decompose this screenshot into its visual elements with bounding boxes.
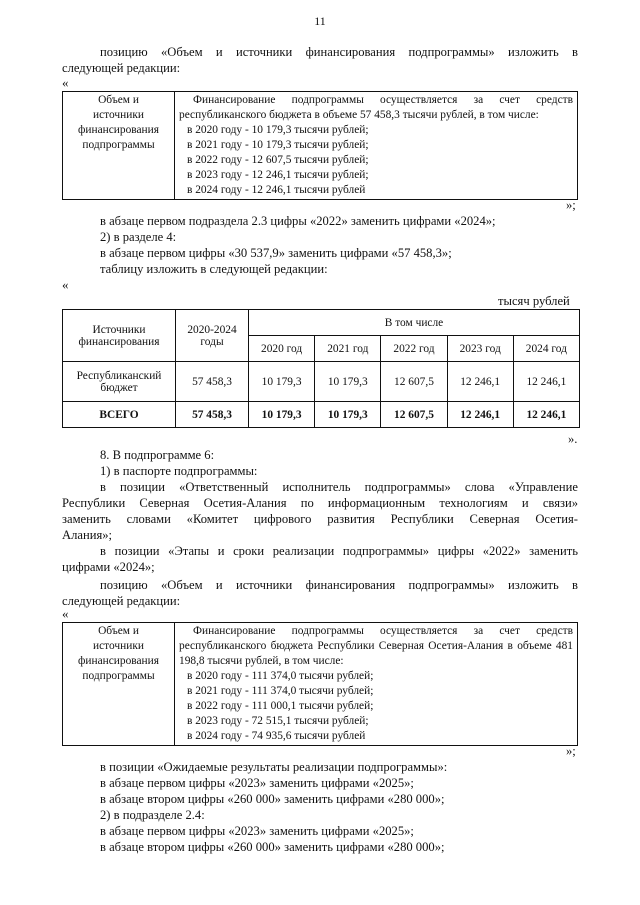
section-heading: 8. В подпрограмме 6: bbox=[100, 448, 215, 462]
row-total: 57 458,3 bbox=[176, 362, 249, 402]
intro-line-2: следующей редакции: bbox=[62, 61, 181, 75]
paragraph-line: цифрами «2024»; bbox=[62, 560, 155, 574]
table2-left-line: Объем и bbox=[98, 625, 139, 637]
table2-left-line: источники bbox=[93, 640, 144, 652]
header-sources: Источники финансирования bbox=[63, 310, 176, 362]
page-number: 11 bbox=[314, 14, 326, 28]
table1-left-line: Объем и bbox=[98, 94, 139, 106]
paragraph-line: в абзаце втором цифры «260 000» заменить цифрами «280 000»; bbox=[100, 840, 445, 854]
row-value: 12 607,5 bbox=[381, 402, 447, 428]
row-value: 10 179,3 bbox=[249, 402, 315, 428]
paragraph-line: в абзаце первом цифры «2023» заменить цифрами «2025»; bbox=[100, 776, 414, 790]
table2-left-cell bbox=[63, 623, 175, 746]
paragraph-line: в абзаце первом цифры «30 537,9» заменить цифрами «57 458,3»; bbox=[100, 246, 452, 260]
row-value: 10 179,3 bbox=[315, 402, 381, 428]
paragraph-line: следующей редакции: bbox=[62, 594, 181, 608]
paragraph-line: заменить словами «Комитет цифрового развития Республики Северная Осетия- bbox=[62, 512, 578, 526]
table1-left-cell bbox=[63, 92, 175, 200]
close-quote-1: »; bbox=[566, 198, 576, 212]
open-quote: « bbox=[62, 75, 69, 90]
close-quote-2: ». bbox=[568, 432, 578, 446]
header-year: 2021 год bbox=[315, 336, 381, 362]
open-quote-3: « bbox=[62, 606, 69, 621]
units-label: тысяч рублей bbox=[498, 294, 570, 308]
table1-year-line: в 2024 году - 12 246,1 тысячи рублей bbox=[187, 184, 366, 196]
header-year: 2023 год bbox=[447, 336, 513, 362]
financing-table-2 bbox=[62, 622, 578, 746]
table2-year-line: в 2020 году - 111 374,0 тысячи рублей; bbox=[187, 670, 374, 682]
close-quote-3: »; bbox=[566, 744, 576, 758]
table1-year-line: в 2022 году - 12 607,5 тысячи рублей; bbox=[187, 154, 369, 166]
row-value: 10 179,3 bbox=[315, 362, 381, 402]
table2-left-line: подпрограммы bbox=[82, 670, 155, 682]
paragraph-line: 2) в разделе 4: bbox=[100, 230, 177, 244]
header-total: 2020-2024 годы bbox=[176, 310, 249, 362]
table2-right-cell bbox=[175, 623, 578, 746]
paragraph-line: в абзаце первом цифры «2023» заменить цифрами «2025»; bbox=[100, 824, 414, 838]
table1-left-line: подпрограммы bbox=[82, 139, 155, 151]
table1-lead-text: Финансирование подпрограммы осуществляется за счет средств республиканского бюджета в объеме 57 458,3 тысячи рублей, в том числе: bbox=[179, 94, 573, 121]
row-value: 12 607,5 bbox=[381, 362, 447, 402]
paragraph-line: в позиции «Ответственный исполнитель подпрограммы» слова «Управление bbox=[100, 480, 578, 494]
intro-line-1: позицию «Объем и источники финансирования подпрограммы» изложить в bbox=[100, 45, 578, 59]
table1-right-cell bbox=[175, 92, 578, 200]
row-value: 12 246,1 bbox=[513, 362, 579, 402]
row-value: 12 246,1 bbox=[447, 362, 513, 402]
table1-left-line: финансирования bbox=[78, 124, 159, 136]
row-source-name: Республиканский бюджет bbox=[63, 362, 176, 402]
header-year: 2024 год bbox=[513, 336, 579, 362]
financing-sources-table bbox=[62, 309, 580, 428]
table2-lead-text: Финансирование подпрограммы осуществляется за счет средств республиканского бюджета Республики Северная Осетия-Алания в объеме 481 198,8 тысячи рублей, в том числе: bbox=[179, 625, 573, 667]
table1-year-line: в 2021 году - 10 179,3 тысячи рублей; bbox=[187, 139, 369, 151]
table2-year-line: в 2021 году - 111 374,0 тысячи рублей; bbox=[187, 685, 374, 697]
table2-year-line: в 2024 году - 74 935,6 тысячи рублей bbox=[187, 730, 366, 742]
paragraph-line: 1) в паспорте подпрограммы: bbox=[100, 464, 258, 478]
table2-year-line: в 2022 году - 111 000,1 тысячи рублей; bbox=[187, 700, 374, 712]
row-value: 10 179,3 bbox=[249, 362, 315, 402]
header-year: 2020 год bbox=[249, 336, 315, 362]
row-total: 57 458,3 bbox=[176, 402, 249, 428]
header-including: В том числе bbox=[249, 310, 580, 336]
table2-left-line: финансирования bbox=[78, 655, 159, 667]
table2-year-line: в 2023 году - 72 515,1 тысячи рублей; bbox=[187, 715, 369, 727]
paragraph-line: в позиции «Ожидаемые результаты реализации подпрограммы»: bbox=[100, 760, 448, 774]
open-quote-2: « bbox=[62, 277, 69, 292]
paragraph-line: 2) в подразделе 2.4: bbox=[100, 808, 205, 822]
paragraph-line: в позиции «Этапы и сроки реализации подпрограммы» цифры «2022» заменить bbox=[100, 544, 578, 558]
paragraph-line: таблицу изложить в следующей редакции: bbox=[100, 262, 328, 276]
header-year: 2022 год bbox=[381, 336, 447, 362]
table-row bbox=[63, 362, 580, 402]
paragraph-line: Алания»; bbox=[62, 528, 113, 542]
paragraph-line: в абзаце первом подраздела 2.3 цифры «2022» заменить цифрами «2024»; bbox=[100, 214, 496, 228]
paragraph-line: в абзаце втором цифры «260 000» заменить цифрами «280 000»; bbox=[100, 792, 445, 806]
paragraph-line: позицию «Объем и источники финансирования подпрограммы» изложить в bbox=[100, 578, 578, 592]
table1-left-line: источники bbox=[93, 109, 144, 121]
row-source-name: ВСЕГО bbox=[63, 402, 176, 428]
row-value: 12 246,1 bbox=[513, 402, 579, 428]
table1-year-line: в 2023 году - 12 246,1 тысячи рублей; bbox=[187, 169, 369, 181]
row-value: 12 246,1 bbox=[447, 402, 513, 428]
paragraph-line: Республики Северная Осетия-Алания по информационным технологиям и связи» bbox=[62, 496, 578, 510]
table-row-total bbox=[63, 402, 580, 428]
financing-table-1 bbox=[62, 91, 578, 200]
table1-year-line: в 2020 году - 10 179,3 тысячи рублей; bbox=[187, 124, 369, 136]
